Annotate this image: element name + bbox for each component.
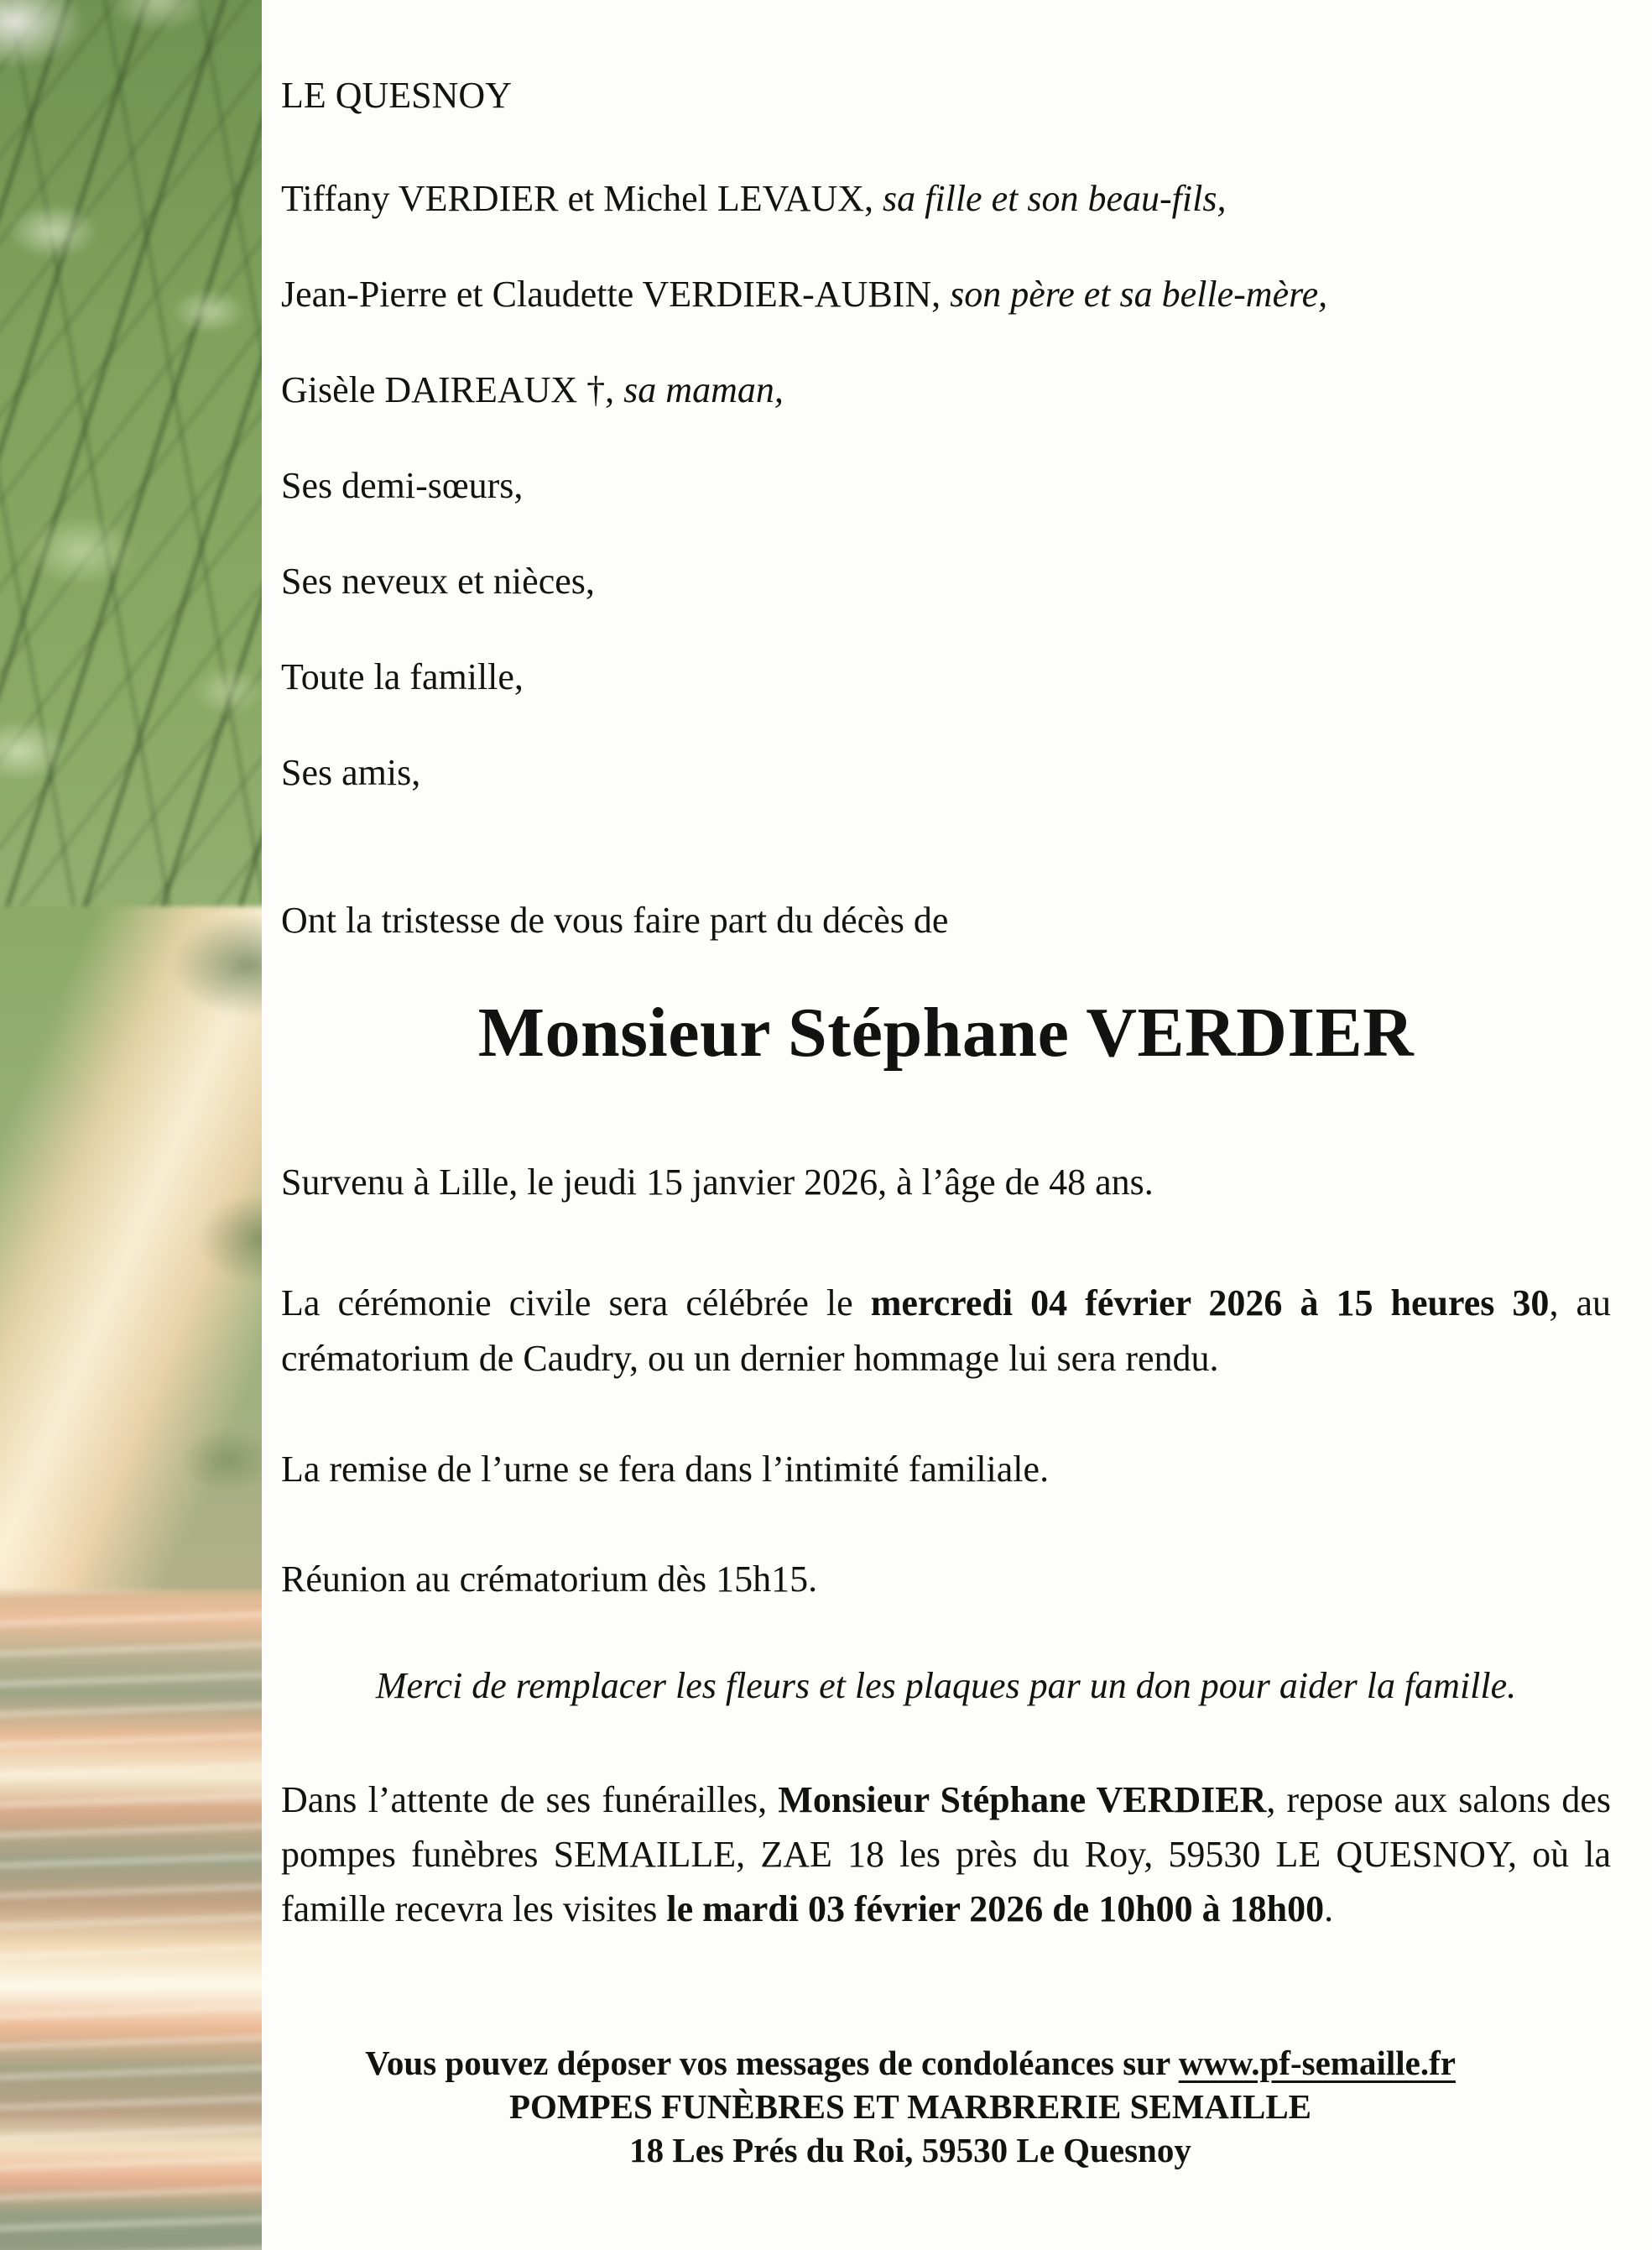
relative-names: Toute la famille, [281,656,524,697]
funeral-company-line [252,2085,1569,2128]
city-text: LE QUESNOY [281,75,512,116]
announcement-text: Ont la tristesse de vous faire part du décès de [281,900,949,941]
relative-line [281,458,1327,513]
forest-canopy-area [0,0,262,990]
relative-line [281,745,1327,800]
donation-line [281,1658,1611,1713]
relative-relation: sa maman, [614,369,784,410]
relatives-list [281,171,1327,841]
urn-text: La remise de l’urne se fera dans l’intimité familiale. [281,1449,1050,1490]
announcement-line [281,893,948,948]
relative-line [281,554,1327,608]
relative-relation: sa fille et son beau-fils, [873,178,1227,219]
condolences-url-link[interactable]: www.pf-semaille.fr [1178,2044,1456,2082]
relative-names: Gisèle DAIREAUX †, [281,369,615,410]
relative-line [281,363,1327,417]
meeting-line [281,1552,817,1606]
relative-names: Ses demi-sœurs, [281,465,524,506]
ceremony-post-text: , au crématorium de Caudry, ou un dernier hommage lui sera rendu. [281,1282,1612,1379]
funeral-address-text: 18 Les Prés du Roi, 59530 Le Quesnoy [629,2131,1191,2169]
forest-photo-painting [0,0,262,2250]
repose-name-bold: Monsieur Stéphane VERDIER [778,1779,1267,1820]
relative-line [281,267,1327,321]
deceased-name-text: Monsieur Stéphane VERDIER [477,994,1415,1072]
meeting-text: Réunion au crématorium dès 15h15. [281,1558,818,1600]
forest-photo [0,0,262,2250]
death-line [281,1155,1154,1209]
ceremony-pre-text: La cérémonie civile sera célébrée le [281,1282,871,1323]
relative-names: Ses neveux et nièces, [281,561,595,602]
repose-post-text: . [1324,1888,1334,1929]
deceased-name-title [281,995,1611,1071]
city-line [281,68,512,123]
ceremony-paragraph [281,1276,1611,1386]
donation-text: Merci de remplacer les fleurs et les plaques par un don pour aider la famille. [375,1665,1517,1706]
ceremony-date-bold: mercredi 04 février 2026 à 15 heures 30 [870,1282,1550,1323]
relative-names: Ses amis, [281,752,421,793]
funeral-company-text: POMPES FUNÈBRES ET MARBRERIE SEMAILLE [508,2087,1312,2126]
condolences-text: Vous pouvez déposer vos messages de condoléances sur [365,2044,1179,2082]
forest-path-area [0,1590,262,2250]
relative-relation: son père et sa belle-mère, [941,274,1328,315]
sunbeam-area [0,906,262,1645]
funeral-address-line [252,2128,1569,2172]
repose-mid-text: , repose aux salons des pompes funèbres SEMAILLE, ZAE 18 les près du Roy, 59530 LE QUESNOY, où la famille recevra les visites [281,1779,1611,1929]
repose-visit-bold: le mardi 03 février 2026 de 10h00 à 18h00 [666,1888,1325,1929]
relative-names: Tiffany VERDIER et Michel LEVAUX, [281,178,874,219]
relative-names: Jean-Pierre et Claudette VERDIER-AUBIN, [281,274,941,315]
footer-block [252,2041,1569,2172]
repose-paragraph [281,1772,1611,1936]
relative-line [281,171,1327,226]
relative-line [281,650,1327,704]
urn-line [281,1442,1049,1496]
condolences-line [252,2041,1569,2085]
repose-pre-text: Dans l’attente de ses funérailles, [281,1779,779,1820]
death-text: Survenu à Lille, le jeudi 15 janvier 2026, à l’âge de 48 ans. [281,1162,1154,1203]
